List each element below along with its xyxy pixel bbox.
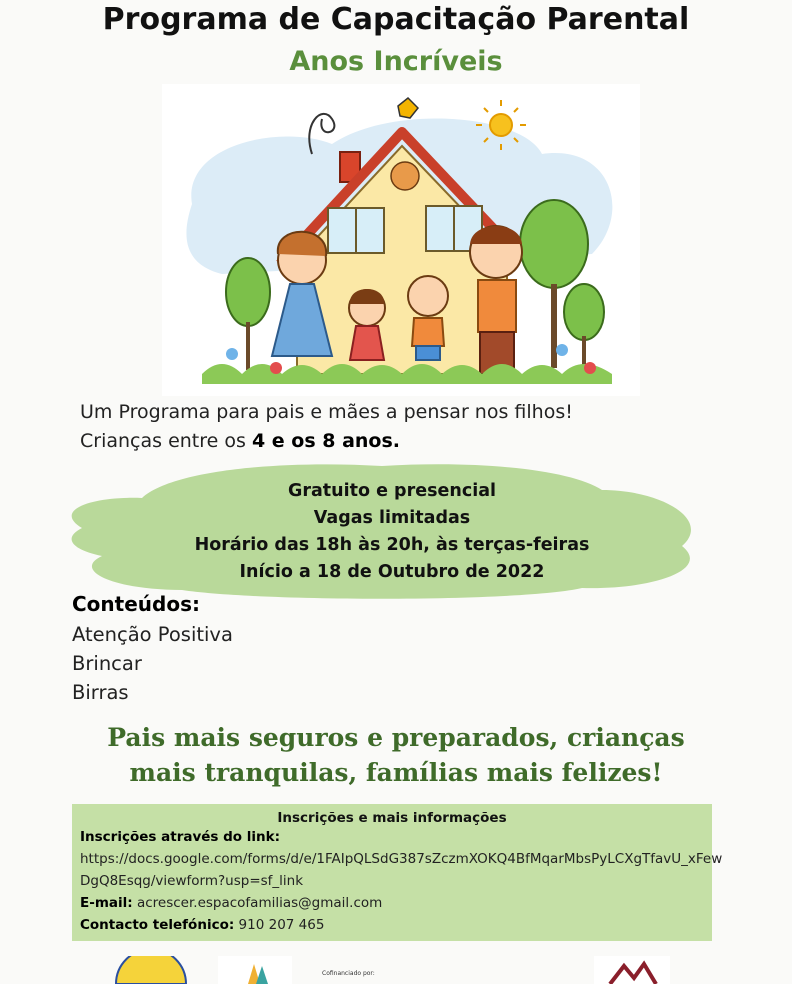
cofinanced-label: Cofinanciado por: — [322, 970, 375, 977]
cloud-line-vacancies: Vagas limitadas — [313, 508, 471, 528]
registration-link-line-1[interactable]: https://docs.google.com/forms/d/e/1FAIpQLSdG387sZczmXOKQ4BfMqarMbsPyLCXgTfavU_xFew — [80, 851, 723, 867]
page-subtitle: Anos Incríveis — [289, 46, 503, 77]
intro-line-2-prefix: Crianças entre os — [80, 430, 252, 452]
link-label: Inscrições através do link: — [80, 829, 281, 845]
contents-heading: Conteúdos: — [72, 592, 200, 616]
intro-text — [80, 398, 573, 456]
email-label: E-mail: — [80, 895, 133, 911]
cloud-line-schedule: Horário das 18h às 20h, às terças-feiras — [194, 535, 590, 555]
email-address[interactable]: acrescer.espacofamilias@gmail.com — [136, 895, 383, 911]
registration-link-cont[interactable] — [72, 870, 712, 892]
commission-logo — [112, 956, 190, 984]
slogan-line-2: mais tranquilas, famílias mais felizes! — [129, 758, 663, 787]
intro-line-2 — [80, 427, 573, 456]
registration-link-line-2[interactable]: DgQ8Esqg/viewform?usp=sf_link — [80, 873, 304, 889]
phone-row — [72, 914, 712, 936]
cloud-text — [62, 478, 722, 586]
registration-info-box — [72, 804, 723, 941]
page-title: Programa de Capacitação Parental — [102, 2, 690, 37]
family-space-logo — [218, 956, 292, 984]
intro-line-1: Um Programa para pais e mães a pensar nos filhos! — [80, 401, 573, 423]
phone-label: Contacto telefónico: — [80, 917, 235, 933]
slogan-line-1: Pais mais seguros e preparados, crianças — [107, 723, 685, 752]
funder-logo — [594, 956, 670, 984]
family-house-illustration — [162, 84, 640, 396]
link-label-row — [72, 826, 712, 848]
contents-section — [72, 592, 233, 707]
cloud-line-start-date: Início a 18 de Outubro de 2022 — [239, 562, 545, 582]
registration-link[interactable] — [72, 848, 723, 870]
email-row — [72, 892, 712, 914]
cloud-line-free: Gratuito e presencial — [287, 481, 497, 501]
phone-number[interactable]: 910 207 465 — [238, 917, 325, 933]
slogan — [40, 720, 752, 790]
registration-heading: Inscrições e mais informações — [277, 810, 507, 826]
contents-item: Birras — [72, 681, 129, 704]
contents-item: Brincar — [72, 652, 142, 675]
contents-item: Atenção Positiva — [72, 623, 233, 646]
intro-age-range: 4 e os 8 anos. — [251, 430, 401, 452]
